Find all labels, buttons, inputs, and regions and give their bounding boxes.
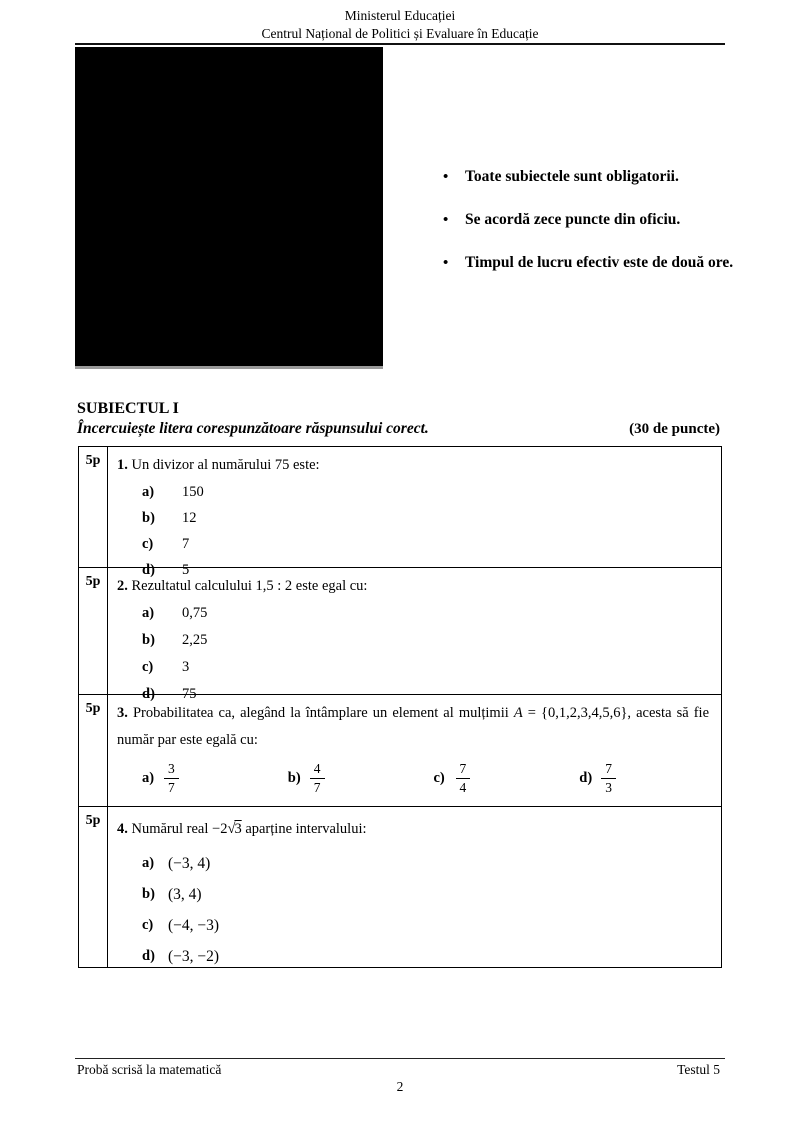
option-c [434, 761, 471, 795]
option-letter: c) [142, 659, 154, 675]
question-2-number: 2. [117, 578, 128, 594]
bullet-icon: • [443, 169, 449, 185]
option-value: 3 [182, 659, 190, 675]
fraction-numerator: 7 [601, 761, 616, 779]
notice-item [443, 254, 733, 272]
option-c [117, 910, 711, 941]
option-a [117, 848, 711, 879]
question-1-points: 5p [79, 447, 108, 567]
sqrt-coefficient: −2 [212, 821, 228, 837]
option-letter: c) [142, 917, 154, 933]
question-4-content [108, 807, 721, 967]
option-c [117, 531, 711, 557]
math-expression: 1,5 : 2 [255, 578, 293, 594]
fraction-denominator: 3 [605, 779, 612, 795]
option-a [142, 761, 179, 795]
option-a [117, 600, 711, 627]
exam-notices [443, 168, 733, 297]
section-title: SUBIECTUL I [77, 400, 179, 417]
question-row-2 [79, 568, 721, 702]
question-2-text: 2. Rezultatul calculului 1,5 : 2 este egal cu: [117, 578, 368, 594]
page-footer [77, 1062, 720, 1078]
option-letter: c) [142, 535, 154, 552]
sqrt-radicand: 3 [234, 821, 242, 837]
question-1-number: 1. [117, 457, 128, 473]
question-4-points: 5p [79, 807, 108, 967]
section-points-total: (30 de puncte) [629, 421, 720, 437]
page-number: 2 [396, 1079, 404, 1094]
question-3-options [142, 761, 616, 795]
option-letter: b) [142, 509, 155, 526]
redacted-block [75, 47, 383, 369]
question-row-1 [79, 447, 721, 578]
option-letter: b) [287, 769, 301, 786]
option-b [288, 761, 325, 795]
option-value: (3, 4) [168, 885, 202, 903]
option-letter: c) [433, 769, 445, 786]
option-value: 0,75 [182, 605, 208, 621]
question-2-points: 5p [79, 568, 108, 694]
question-1-text: 1. Un divizor al numărului 75 este: [117, 457, 320, 473]
option-a [117, 479, 711, 505]
question-4-text: 4. Numărul real −2√3 aparține intervalului: [117, 821, 367, 837]
fraction-value [310, 761, 325, 795]
option-letter: a) [142, 483, 155, 500]
fraction-denominator: 4 [459, 779, 467, 795]
question-row-4 [79, 807, 721, 967]
option-value: 2,25 [182, 632, 208, 648]
question-1-content [108, 447, 721, 578]
option-b [117, 627, 711, 654]
math-sqrt-expression [212, 821, 242, 837]
option-letter: d) [142, 686, 155, 702]
questions-table [78, 446, 722, 968]
question-3-number: 3. [117, 705, 128, 721]
option-letter: d) [142, 948, 155, 964]
fraction-numerator: 4 [310, 761, 325, 779]
set-variable: A [513, 705, 523, 721]
option-letter: d) [142, 561, 155, 578]
footer-left-text: Probă scrisă la matematică [77, 1062, 222, 1077]
option-value: (−3, 4) [168, 854, 211, 872]
notice-text: Toate subiectele sunt obligatorii. [465, 168, 679, 185]
set-body: = {0,1,2,3,4,5,6} [527, 705, 628, 721]
option-letter: b) [142, 632, 155, 648]
question-4-options [117, 848, 711, 972]
fraction-numerator: 7 [456, 761, 471, 779]
instruction-text: Încercuiește litera corespunzătoare răspunsului corect. [77, 420, 429, 437]
notice-text: Timpul de lucru efectiv este de două ore. [465, 254, 734, 271]
footer-divider [75, 1058, 725, 1059]
question-row-3 [79, 695, 721, 807]
option-value: 150 [182, 483, 204, 500]
ministry-name: Ministerul Educației [344, 8, 456, 23]
option-b [117, 505, 711, 531]
center-name: Centrul Național de Politici și Evaluare în Educație [261, 26, 539, 41]
option-letter: d) [579, 769, 593, 786]
option-value: 7 [182, 535, 190, 552]
question-3-text: 3. Probabilitatea ca, alegând la întâmplare un element al mulțimii A = {0,1,2,3,4,5,6}, acesta să fie număr par este egală cu: [117, 705, 710, 748]
fraction-value [164, 761, 179, 795]
question-3-content [108, 695, 721, 806]
question-3-points: 5p [79, 695, 108, 806]
instruction-row [77, 420, 720, 438]
option-c [117, 654, 711, 681]
fraction-value [601, 761, 616, 795]
question-2-options [117, 600, 711, 708]
option-value: 75 [182, 686, 197, 702]
fraction-denominator: 7 [168, 779, 175, 795]
option-letter: a) [142, 855, 155, 871]
option-letter: a) [142, 605, 155, 621]
option-value: 12 [182, 509, 197, 526]
question-4-number: 4. [117, 821, 128, 837]
notice-item [443, 168, 733, 186]
option-letter: b) [142, 886, 155, 902]
question-2-content [108, 568, 721, 702]
option-value: 5 [182, 561, 190, 578]
bullet-icon: • [443, 255, 449, 271]
document-header [0, 7, 800, 43]
option-d [117, 941, 711, 972]
option-b [117, 879, 711, 910]
bullet-icon: • [443, 212, 449, 228]
option-value: (−3, −2) [168, 947, 220, 965]
sqrt-icon: √ [227, 821, 235, 837]
option-value: (−4, −3) [168, 916, 220, 934]
math-set-expression [514, 705, 628, 721]
math-expression: 75 [274, 457, 290, 473]
header-divider [75, 43, 725, 45]
fraction-numerator: 3 [164, 761, 179, 779]
fraction-value [456, 761, 471, 795]
notice-item [443, 211, 733, 229]
option-d [579, 761, 616, 795]
notice-text: Se acordă zece puncte din oficiu. [465, 211, 681, 228]
footer-right-text: Testul 5 [677, 1062, 720, 1077]
option-letter: a) [142, 769, 155, 786]
fraction-denominator: 7 [313, 779, 321, 795]
